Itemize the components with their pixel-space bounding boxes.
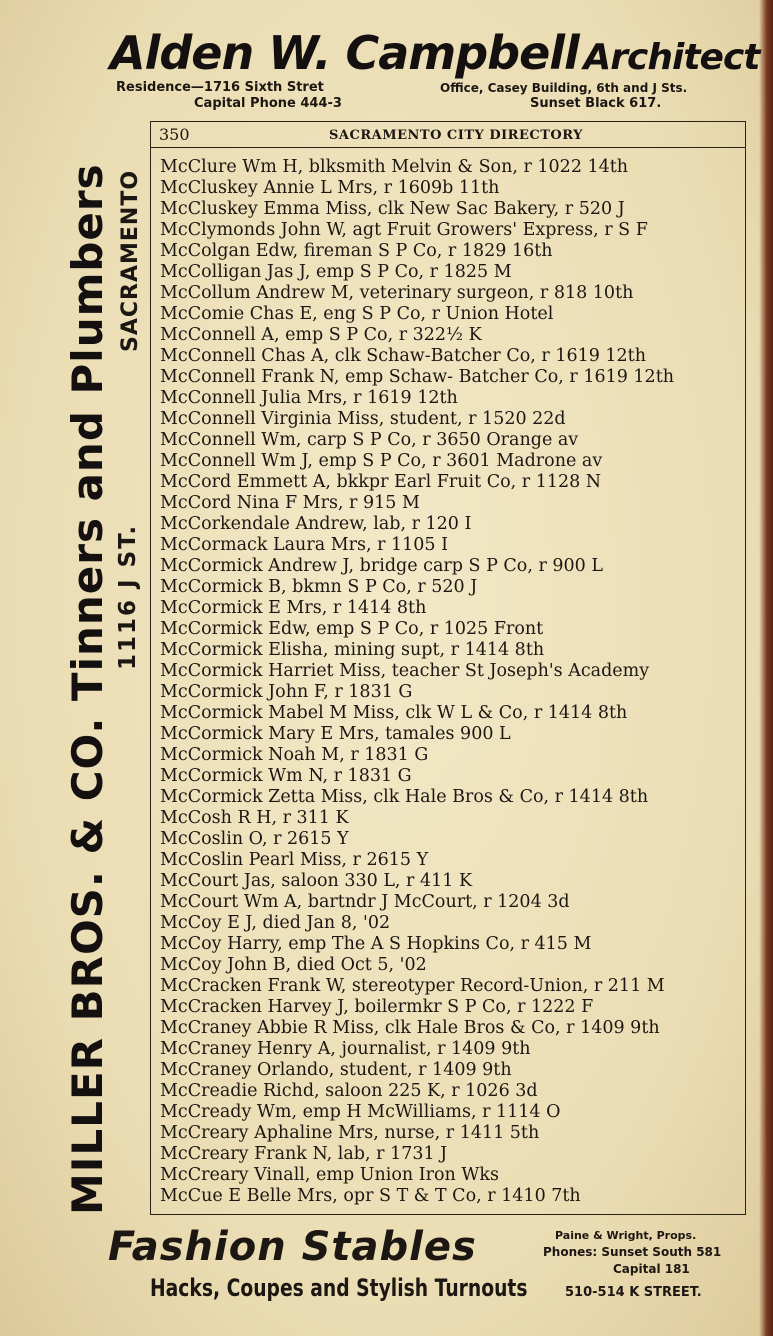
directory-entry: McCluskey Emma Miss, clk New Sac Bakery, r 520 J (160, 199, 625, 219)
directory-entry: McCollum Andrew M, veterinary surgeon, r 818 10th (160, 283, 634, 303)
directory-entry: McCormick Edw, emp S P Co, r 1025 Front (160, 619, 544, 639)
directory-entry: McCoy Harry, emp The A S Hopkins Co, r 415 M (160, 934, 592, 954)
directory-entry: McComie Chas E, eng S P Co, r Union Hotel (160, 304, 554, 324)
directory-entry: McCourt Jas, saloon 330 L, r 411 K (160, 871, 473, 891)
page-edge (759, 0, 773, 1336)
directory-entry: McCraney Henry A, journalist, r 1409 9th (160, 1039, 531, 1059)
directory-entry: McCormack Laura Mrs, r 1105 I (160, 535, 449, 555)
directory-entry: McCluskey Annie L Mrs, r 1609b 11th (160, 178, 500, 198)
directory-entry: McConnell Virginia Miss, student, r 1520 22d (160, 409, 566, 429)
directory-entry: McCormick Mary E Mrs, tamales 900 L (160, 724, 511, 744)
directory-entry: McConnell Julia Mrs, r 1619 12th (160, 388, 458, 408)
directory-entry: McCoy E J, died Jan 8, '02 (160, 913, 391, 933)
directory-entry: McColligan Jas J, emp S P Co, r 1825 M (160, 262, 512, 282)
top-ad-residence-address: Residence—1716 Sixth Stret (116, 80, 324, 95)
left-ad-address: 1116 J ST. (115, 523, 141, 670)
directory-entry: McCormick E Mrs, r 1414 8th (160, 598, 427, 618)
top-ad-residence (116, 80, 366, 112)
directory-entry: McColgan Edw, fireman S P Co, r 1829 16th (160, 241, 553, 261)
directory-entry: McCreary Aphaline Mrs, nurse, r 1411 5th (160, 1123, 540, 1143)
page-number: 350 (159, 125, 190, 144)
top-ad-residence-phone: Capital Phone 444-3 (194, 96, 342, 111)
directory-entry: McCue E Belle Mrs, opr S T & T Co, r 1410 7th (160, 1186, 581, 1206)
left-ad-main: MILLER BROS. & CO. Tinners and Plumbers (63, 163, 112, 1215)
header-divider (151, 147, 745, 148)
directory-entry: McConnell Chas A, clk Schaw-Batcher Co, r 1619 12th (160, 346, 646, 366)
directory-listing (150, 121, 746, 1215)
directory-entry: McCormick Noah M, r 1831 G (160, 745, 429, 765)
directory-entry: McCreary Frank N, lab, r 1731 J (160, 1144, 448, 1164)
top-ad-title (110, 26, 760, 82)
left-ad-city: SACRAMENTO (118, 169, 143, 352)
directory-entry: McCraney Abbie R Miss, clk Hale Bros & Co, r 1409 9th (160, 1018, 660, 1038)
directory-entry: McClure Wm H, blksmith Melvin & Son, r 1022 14th (160, 157, 629, 177)
directory-entry: McCormick B, bkmn S P Co, r 520 J (160, 577, 478, 597)
directory-entry: McCord Emmett A, bkkpr Earl Fruit Co, r 1128 N (160, 472, 602, 492)
directory-entry: McCoslin Pearl Miss, r 2615 Y (160, 850, 429, 870)
directory-entry: McCormick Zetta Miss, clk Hale Bros & Co, r 1414 8th (160, 787, 649, 807)
directory-entry: McCosh R H, r 311 K (160, 808, 349, 828)
directory-entry: McCoy John B, died Oct 5, '02 (160, 955, 427, 975)
top-ad-profession: Architect (583, 37, 760, 78)
bottom-ad-details (543, 1227, 743, 1301)
bottom-ad-proprietors: Paine & Wright, Props. (555, 1229, 697, 1242)
directory-entry: McCormick Mabel M Miss, clk W L & Co, r 1414 8th (160, 703, 628, 723)
directory-entry: McCreary Vinall, emp Union Iron Wks (160, 1165, 499, 1185)
bottom-ad-phone-sunset: Phones: Sunset South 581 (543, 1245, 722, 1259)
bottom-ad-title: Fashion Stables (108, 1224, 477, 1270)
directory-entry: McCormick Wm N, r 1831 G (160, 766, 412, 786)
directory-entry: McCourt Wm A, bartndr J McCourt, r 1204 3d (160, 892, 570, 912)
top-ad-office (440, 80, 750, 112)
bottom-ad-phone-capital: Capital 181 (613, 1262, 690, 1276)
directory-entry: McCormick John F, r 1831 G (160, 682, 413, 702)
directory-entry: McConnell A, emp S P Co, r 322½ K (160, 325, 482, 345)
directory-entry: McClymonds John W, agt Fruit Growers' Express, r S F (160, 220, 648, 240)
directory-entry: McCorkendale Andrew, lab, r 120 I (160, 514, 472, 534)
directory-entry: McConnell Frank N, emp Schaw- Batcher Co, r 1619 12th (160, 367, 674, 387)
directory-entry: McCready Wm, emp H McWilliams, r 1114 O (160, 1102, 561, 1122)
directory-entry: McConnell Wm, carp S P Co, r 3650 Orange av (160, 430, 579, 450)
entries-list (160, 157, 744, 1207)
directory-entry: McCreadie Richd, saloon 225 K, r 1026 3d (160, 1081, 538, 1101)
page-title: SACRAMENTO CITY DIRECTORY (329, 128, 583, 143)
bottom-ad-tagline: Hacks, Coupes and Stylish Turnouts (150, 1274, 528, 1302)
directory-entry: McCormick Andrew J, bridge carp S P Co, r 900 L (160, 556, 603, 576)
directory-entry: McCormick Elisha, mining supt, r 1414 8th (160, 640, 545, 660)
directory-entry: McCracken Harvey J, boilermkr S P Co, r 1222 F (160, 997, 594, 1017)
directory-entry: McCormick Harriet Miss, teacher St Joseph's Academy (160, 661, 650, 681)
top-ad-office-address: Office, Casey Building, 6th and J Sts. (440, 81, 688, 95)
directory-entry: McCraney Orlando, student, r 1409 9th (160, 1060, 512, 1080)
top-ad-office-phone: Sunset Black 617. (530, 96, 662, 111)
bottom-ad-address: 510-514 K STREET. (565, 1285, 702, 1300)
directory-entry: McCoslin O, r 2615 Y (160, 829, 349, 849)
directory-entry: McConnell Wm J, emp S P Co, r 3601 Madrone av (160, 451, 603, 471)
directory-entry: McCord Nina F Mrs, r 915 M (160, 493, 420, 513)
top-ad-name: Alden W. Campbell (110, 26, 579, 80)
directory-entry: McCracken Frank W, stereotyper Record-Union, r 211 M (160, 976, 665, 996)
